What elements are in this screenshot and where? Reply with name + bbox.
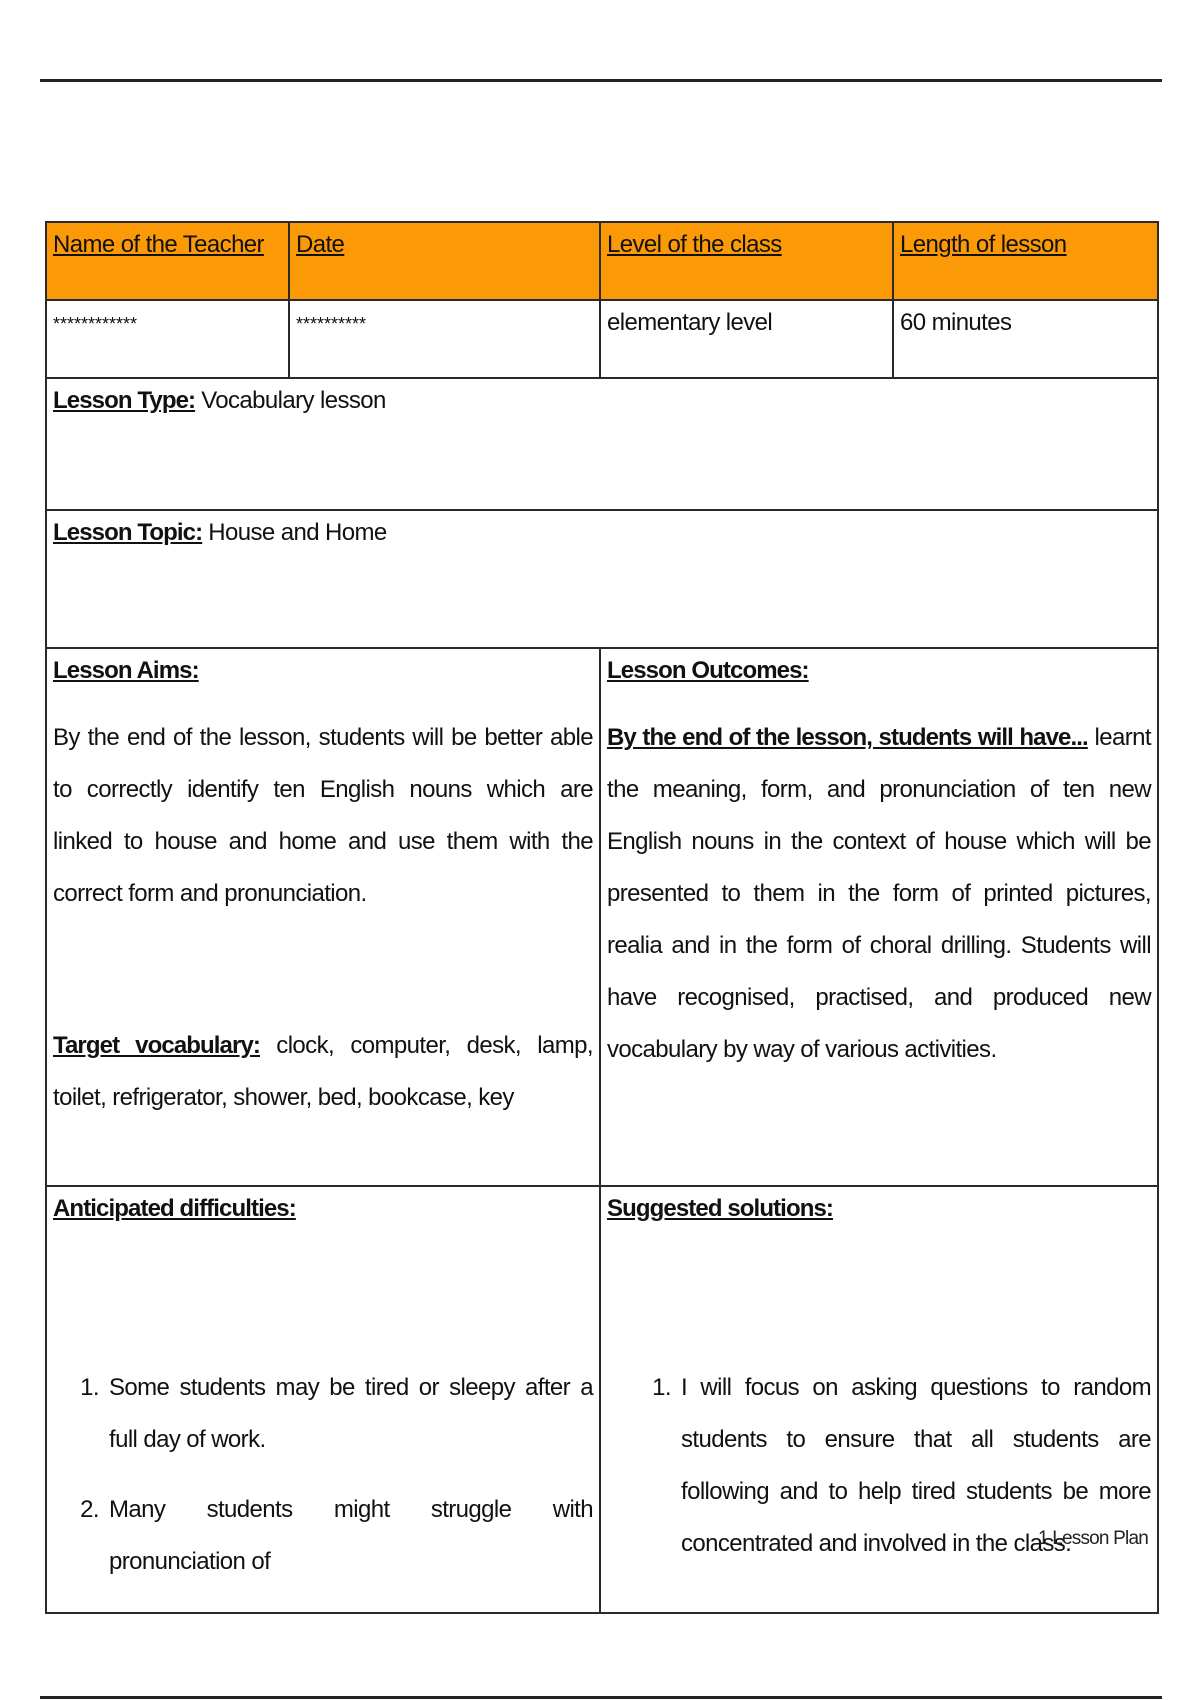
lesson-topic-label: Lesson Topic: xyxy=(53,519,203,546)
lesson-topic-cell xyxy=(46,510,1158,648)
lesson-aims-cell xyxy=(46,648,600,1186)
values-row xyxy=(46,300,1158,378)
difficulty-item: 2. Many students might struggle with pronunciation of xyxy=(105,1484,593,1588)
level-header: Level of the class xyxy=(600,222,893,300)
aims-outcomes-row xyxy=(46,648,1158,1186)
lesson-type-row xyxy=(46,378,1158,510)
bottom-rule xyxy=(40,1696,1162,1699)
length-header: Length of lesson xyxy=(893,222,1158,300)
lesson-aims-label: Lesson Aims: xyxy=(53,657,199,684)
teacher-value: ************ xyxy=(46,300,289,378)
header-row xyxy=(46,222,1158,300)
lesson-outcomes-lead: By the end of the lesson, students will have... xyxy=(607,724,1088,752)
solutions-label: Suggested solutions: xyxy=(607,1195,834,1222)
level-value: elementary level xyxy=(600,300,893,378)
lesson-outcomes-body: learnt the meaning, form, and pronunciation of ten new English nouns in the context of house which will be presented to them in the form of printed pictures, realia and in the form of choral drilling. Students will have recognised, practised, and produced new vocabulary by way of various activities. xyxy=(607,724,1151,1064)
solution-item: 1. I will focus on asking questions to random students to ensure that all students are following and to help tired students be more concentrated and involved in the class. xyxy=(677,1362,1151,1570)
length-value: 60 minutes xyxy=(893,300,1158,378)
lesson-type-cell xyxy=(46,378,1158,510)
page-footer-note: 1 Lesson Plan xyxy=(1037,1528,1148,1549)
lesson-topic-value: House and Home xyxy=(202,519,387,546)
difficulties-label: Anticipated difficulties: xyxy=(53,1195,296,1222)
difficulty-item: 1. Some students may be tired or sleepy after a full day of work. xyxy=(105,1362,593,1466)
lesson-outcomes-label: Lesson Outcomes: xyxy=(607,657,809,684)
lesson-type-value: Vocabulary lesson xyxy=(195,387,386,414)
lesson-plan-table xyxy=(45,221,1159,1614)
lesson-topic-row xyxy=(46,510,1158,648)
date-header: Date xyxy=(289,222,600,300)
target-vocabulary-text: clock, computer, desk, lamp, toilet, refrigerator, shower, bed, bookcase, key xyxy=(53,1032,593,1112)
lesson-outcomes-text xyxy=(607,712,1151,1076)
difficulties-solutions-row xyxy=(46,1186,1158,1613)
teacher-header: Name of the Teacher xyxy=(46,222,289,300)
target-vocabulary-label: Target vocabulary: xyxy=(53,1032,260,1060)
date-value: ********** xyxy=(289,300,600,378)
lesson-aims-text: By the end of the lesson, students will be better able to correctly identify ten English nouns which are linked to house and home and use them with the correct form and pronunciation. xyxy=(53,724,593,908)
top-rule xyxy=(40,79,1162,82)
lesson-type-label: Lesson Type: xyxy=(53,387,196,414)
target-vocabulary xyxy=(53,1020,593,1124)
lesson-outcomes-cell xyxy=(600,648,1158,1186)
difficulties-list xyxy=(53,1362,593,1588)
difficulties-cell xyxy=(46,1186,600,1613)
